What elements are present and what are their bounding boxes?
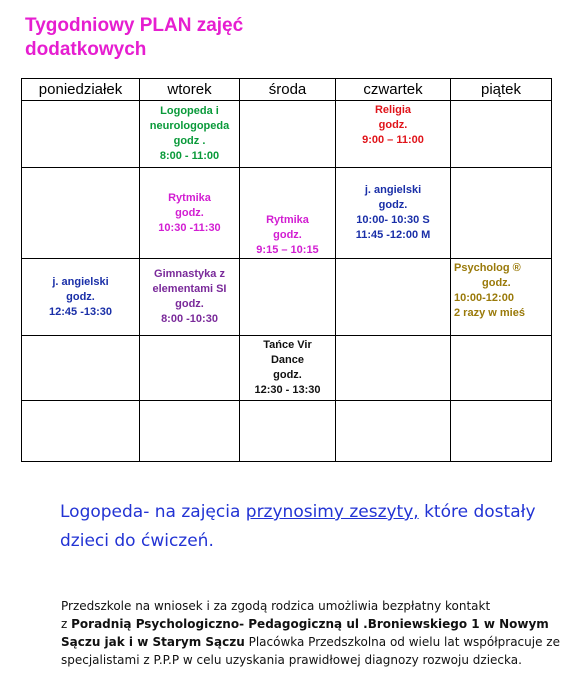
activity-line: godz . (173, 135, 206, 147)
table-cell (240, 259, 336, 336)
logopeda-note (60, 498, 560, 556)
activity-time: 12:30 - 13:30 (254, 384, 321, 396)
activity-tance (240, 336, 336, 401)
activity-time: 8:00 - 11:00 (159, 150, 220, 162)
activity-line: godz. (378, 119, 408, 131)
activity-time: 8:00 -10:30 (161, 313, 218, 325)
table-cell (451, 101, 552, 168)
table-cell (240, 101, 336, 168)
activity-time: 10:00-12:00 (454, 292, 514, 304)
day-header-monday: poniedziałek (22, 79, 140, 101)
activity-time: 12:45 -13:30 (49, 305, 112, 318)
table-row (22, 401, 552, 462)
activity-gimnastyka (140, 259, 240, 336)
activity-line: Rytmika (168, 191, 211, 204)
activity-line: godz. (378, 199, 408, 211)
activity-time: 10:00- 10:30 S (356, 214, 430, 226)
info-paragraph (61, 597, 566, 669)
activity-line: godz. (482, 277, 511, 289)
table-row (22, 336, 552, 401)
table-cell (22, 336, 140, 401)
activity-line: neurologopeda (149, 120, 230, 132)
activity-line: godz. (273, 369, 302, 381)
table-cell (22, 401, 140, 462)
activity-line: godz. (175, 206, 204, 219)
info-line: Przedszkole na wniosek i za zgodą rodzica umożliwia bezpłatny kontakt (61, 599, 491, 613)
table-cell (336, 401, 451, 462)
table-cell (140, 336, 240, 401)
activity-line: godz. (273, 229, 302, 241)
activity-psycholog (451, 259, 552, 336)
activity-angielski-thursday (336, 168, 451, 259)
activity-angielski-monday (22, 259, 140, 336)
activity-line: elementami SI (152, 283, 227, 295)
activity-rytmika-wednesday (240, 168, 336, 259)
activity-line: Dance (270, 354, 305, 366)
note-text-end: które dostały dzieci do ćwiczeń. (60, 502, 536, 551)
activity-line: Rytmika (266, 214, 309, 226)
table-row (22, 101, 552, 168)
note-link[interactable]: przynosimy zeszyty, (245, 502, 419, 522)
day-header-tuesday: wtorek (140, 79, 240, 101)
table-cell (336, 259, 451, 336)
day-header-friday: piątek (451, 79, 552, 101)
activity-line: Psycholog ® (454, 262, 521, 274)
activity-time: 11:45 -12:00 M (355, 229, 431, 241)
activity-religia (336, 101, 451, 168)
header-row (22, 79, 552, 101)
activity-line: 2 razy w mieś (454, 307, 525, 319)
activity-line: godz. (175, 298, 204, 310)
info-prefix: z (61, 617, 72, 631)
table-cell (451, 401, 552, 462)
table-cell (451, 168, 552, 259)
activity-line: Religia (374, 104, 412, 116)
table-cell (451, 336, 552, 401)
info-rest: Placówka Przedszkolna od wielu lat współpracuje ze specjalistami z P.P.P w celu uzyskania prawidłowej diagnozy rozwoju dziecka. (61, 635, 560, 667)
table-row (22, 259, 552, 336)
activity-line: Gimnastyka z (154, 268, 225, 280)
activity-time: 10:30 -11:30 (158, 221, 221, 234)
weekly-schedule-table (21, 78, 552, 462)
day-header-wednesday: środa (240, 79, 336, 101)
page-title: Tygodniowy PLAN zajęć dodatkowych (25, 15, 244, 60)
activity-line: Tańce Vir (263, 339, 312, 351)
activity-line: j. angielski (52, 275, 109, 288)
table-cell (22, 101, 140, 168)
table-cell (240, 401, 336, 462)
table-cell (22, 168, 140, 259)
table-row (22, 168, 552, 259)
table-cell (336, 336, 451, 401)
note-text: Logopeda- na zajęcia (60, 502, 246, 522)
day-header-thursday: czwartek (336, 79, 451, 101)
activity-time: 9:15 – 10:15 (256, 244, 319, 256)
activity-time: 9:00 – 11:00 (362, 134, 424, 146)
activity-line: j. angielski (364, 184, 422, 196)
activity-rytmika-tuesday (140, 168, 240, 259)
activity-line: godz. (66, 290, 95, 303)
activity-line: Logopeda i (160, 105, 219, 117)
table-cell (140, 401, 240, 462)
activity-logopeda (140, 101, 240, 168)
info-clinic-name: Poradnią Psychologiczno- Pedagogiczną ul .Broniewskiego 1 w Nowym Sączu jak i w Starym Sączu (61, 617, 549, 649)
